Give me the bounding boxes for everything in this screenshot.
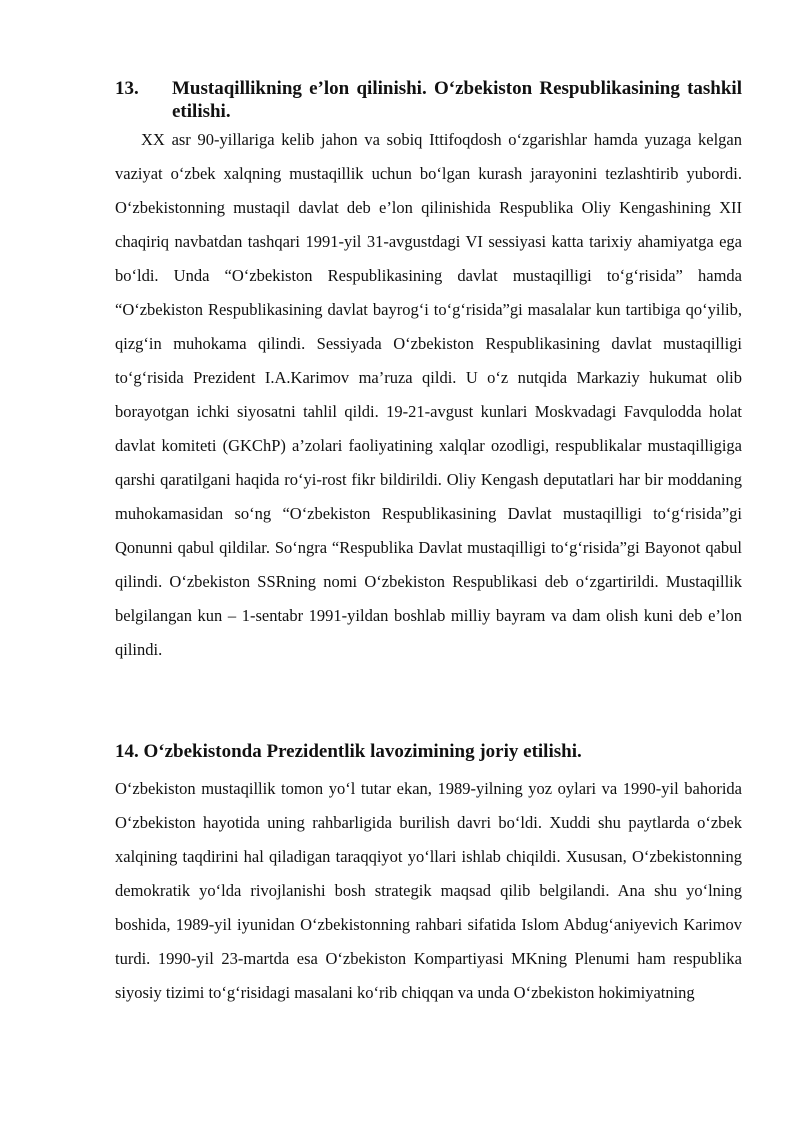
section-14-heading: 14. O‘zbekistonda Prezidentlik lavozimining joriy etilishi. (115, 741, 582, 762)
section-14-paragraph: O‘zbekiston mustaqillik tomon yo‘l tutar ekan, 1989-yilning yoz oylari va 1990-yil bahorida O‘zbekiston hayotida uning rahbarligida burilish davri bo‘ldi. Xuddi shu paytlarda o‘zbek xalqining taqdirini hal qiladigan taraqqiyot yo‘llari ishlab chiqildi. Xususan, O‘zbekistonning demokratik yo‘lda rivojlanishi bosh strategik maqsad qilib belgilandi. Ana shu yo‘lning boshida, 1989-yil iyunidan O‘zbekistonning rahbari sifatida Islom Abdug‘aniyevich Karimov turdi. 1990-yil 23-martda esa O‘zbekiston Kompartiyasi MKning Plenumi ham respublika siyosiy tizimi to‘g‘risidagi masalani ko‘rib chiqqan va unda O‘zbekiston hokimiyatning (115, 779, 742, 1002)
section-13-number: 13. (115, 78, 139, 99)
section-13-heading (115, 77, 742, 123)
section-13-title: Mustaqillikning e’lon qilinishi. O‘zbekiston Respublikasining tashkil etilishi. (172, 78, 742, 122)
section-13-paragraph: XX asr 90-yillariga kelib jahon va sobiq Ittifoqdosh o‘zgarishlar hamda yuzaga kelgan vaziyat o‘zbek xalqning mustaqillik uchun bo‘lgan kurash jarayonini tezlashtirib yubordi. O‘zbekistonning mustaqil davlat deb e’lon qilinishida Respublika Oliy Kengashining XII chaqiriq navbatdan tashqari 1991-yil 31-avgustdagi VI sessiyasi katta tarixiy ahamiyatga ega bo‘ldi. Unda “O‘zbekiston Respublikasining davlat mustaqilligi to‘g‘risida” hamda “O‘zbekiston Respublikasining davlat bayrog‘i to‘g‘risida”gi masalalar kun tartibiga qo‘yilib, qizg‘in muhokama qilindi. Sessiyada O‘zbekiston Respublikasining davlat mustaqilligi to‘g‘risida Prezident I.A.Karimov ma’ruza qildi. U o‘z nutqida Markaziy hukumat olib borayotgan ichki siyosatni tahlil qildi. 19-21-avgust kunlari Moskvadagi Favqulodda holat davlat komiteti (GKChP) a’zolari faoliyatining xalqlar ozodligi, respublikalar mustaqilligiga qarshi qaratilgani haqida ro‘yi-rost fikr bildirildi. Oliy Kengash deputatlari har bir moddaning muhokamasidan so‘ng “O‘zbekiston Respublikasining Davlat mustaqilligi to‘g‘risida”gi Qonunni qabul qildilar. So‘ngra “Respublika Davlat mustaqilligi to‘g‘risida”gi Bayonot qabul qilindi. O‘zbekiston SSRning nomi O‘zbekiston Respublikasi deb o‘zgartirildi. Mustaqillik belgilangan kun – 1-sentabr 1991-yildan boshlab milliy bayram va dam olish kuni deb e’lon qilindi. (115, 130, 742, 659)
